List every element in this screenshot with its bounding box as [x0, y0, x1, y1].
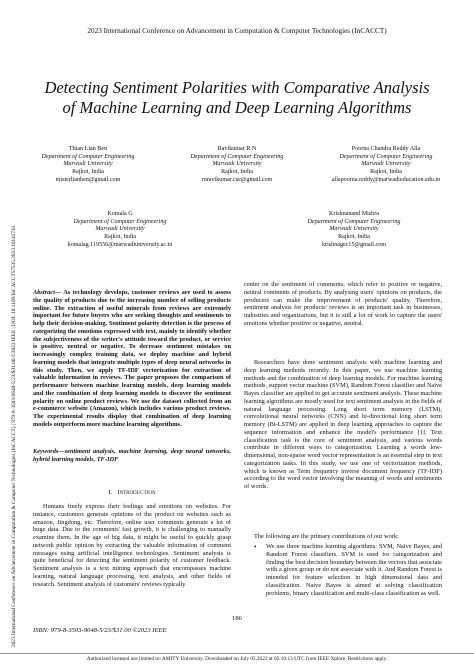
author-city: Rajkot, India [72, 169, 104, 176]
section-heading [33, 489, 231, 496]
author-name: Thian Lian Ben [68, 146, 108, 152]
author-name: Krishnanand Mishra [329, 211, 379, 217]
author-dept: Department of Computer Engineering [307, 218, 401, 225]
author-block [284, 211, 424, 250]
abstract [33, 289, 231, 429]
keywords-text: —sentiment analysis, machine learning, deep neural networks, hybrid learning models, TF-IDF [33, 448, 231, 463]
author-name: Komala G [107, 211, 133, 217]
author-name: Ravikumar R N [217, 146, 257, 152]
author-city: Rajkot, India [104, 234, 136, 241]
author-city: Rajkot, India [370, 169, 402, 176]
bullet-marker: • [254, 543, 257, 551]
abstract-label: Abstract [33, 289, 55, 296]
section-title: Introduction [117, 489, 156, 496]
author-univ: Marwadi University [361, 161, 411, 168]
keywords-label: Keywords [33, 448, 59, 455]
conference-header: 2023 International Conference on Advancement in Computation & Computer Technologies (InCACCT) [87, 27, 387, 35]
author-dept: Department of Computer Engineering [190, 153, 284, 160]
author-block [316, 146, 456, 185]
author-email: rnravikumar.cse@gmail.com [201, 176, 273, 183]
page-number: 186 [232, 615, 242, 622]
author-dept: Department of Computer Engineering [73, 218, 167, 225]
section-number: I. [108, 489, 113, 496]
footer-divider [0, 653, 474, 654]
author-email: komalag.119556@marwadiuniversity.ac.in [67, 241, 173, 248]
author-email: krishnagec15@gmail.com [322, 241, 386, 248]
abstract-text: — As technology develops, customer reviews are used to assess the quality of products due to the increasing number of selling products online. The extraction of useful minerals from reviews are extremely important for future buyers who are seeking thoughts and sentiments to help their decision-making. Sentiment polarity detection is the process of categorizing the emotions expressed with text, mainly to identify whether the subjectiveness of the writer's attitude toward the product, or service is positive, neutral or negative. To decrease sentiment mistakes on increasingly complex training data, we deploy machine and hybrid learning models that integrate multiple types of deep neural networks in this study. Then, we apply TF-IDF vectorization for extraction of valuable information in reviews. The paper proposes the comparison of performance between machine learning models, deep learning models and the combination of deep learning models to discover the sentiment polarity on online product reviews. We use the dataset collected from an e-commerce website (Amazon), which includes various product reviews. The experimental results display that combination of deep learning models outperform more machine learning algorithms. [33, 289, 231, 428]
right-paragraph-2: Researchers have done sentiment analysis with machine learning and deep learning methods recently. In this paper, we use machine learning methods and the combination of deep learning models. For machine learning methods, support vector machine (SVM), Random Forest classifier and Naive Bayes classifier are applied to get accurate sentiment analysis. These machine learning algorithms are mostly used for text sentiment analysis in the fields of natural language processing. Long short term memory (LSTM), convolutional neural networks (CNN) and bi-directional long short term memory (Bi-LSTM) are applied in deep learning approaches to capture the sequence information and enhance the model's performance [1]. Text classification task is the core of sentiment analysis, and various words contribute in different ways to categorization. Learning a words low-dimensional, non-sparse word vector representation is an essential step in text categorization tasks. In this study, we use one of vectorization methods, which is known as Term frequency inverse document frequency (TF-IDF) according to the word vector involving the meaning of words and sentiments of words. [244, 359, 442, 490]
author-block [167, 146, 307, 185]
paper-title: Detecting Sentiment Polarities with Comparative Analysis of Machine Learning and Deep Learning Algorithms [44, 78, 430, 117]
author-univ: Marwadi University [329, 226, 379, 233]
bullet-text: We use three machine learning algorithms: SVM, Naive Bayes, and Random Forest classifiers. SVM is used for categorization and finding the best decision boundary between the vectors that associate with a given group or do not associate with it. And Random Forest is intended for feature selection in high dimensional data and classification. Naive Bayes is aimed at solving classification problems, binary classification and multi-class classification as well. [266, 543, 442, 597]
author-city: Rajkot, India [221, 169, 253, 176]
author-email: allapoorna.reddy@marwadieducation.edu.in [331, 176, 441, 183]
intro-paragraph: Humans freely express their feelings and emotions on websites. For instance, customers generate opinions of the product on websites such as amazon, Jingdong, etc. Therefore, online user comments generate a lot of huge data. Due to the comments' fast growth, it is challenging to manually examine them. In the age of big data, it might be useful to quickly grasp network public opinion by extracting the valuable information of comment messages using artificial intelligence technologies. Sentiment analysis is quite beneficial for detecting the sentiment polarity of customer feedback. Sentiment analysis is a text mining approach that encompasses machine learning, natural language processing, text analysis, and other fields of research. Sentiment analysis of customers' reviews typically [33, 503, 231, 588]
author-univ: Marwadi University [95, 226, 145, 233]
author-block [18, 146, 158, 185]
author-dept: Department of Computer Engineering [339, 153, 433, 160]
right-paragraph-3: The following are the primary contributions of our work: [254, 533, 399, 540]
author-name: Poorna Chandra Reddy Alla [351, 146, 421, 152]
authors-row-1 [18, 146, 456, 185]
download-notice: Authorized licensed use limited to: AMITY University. Downloaded on July 05,2023 at 05:10:13 UTC from IEEE Xplore. Restrictions apply. [86, 656, 388, 662]
right-paragraph-1: center on the sentiment of comments, which refer to positive or negative, neutral comments of products. By analysing users' opinions on products, the producers can make the improvement of products' quality. Therefore, sentiment analysis for products' reviews is an important task in businesses, industries and organizations, but it is still a lot of work to capture the users' emotions whether positive or negative, neutral. [244, 281, 442, 327]
isbn-line: ISBN: 979-8-3503-9648-5/23/$31.00 ©2023 IEEE [33, 627, 167, 634]
keywords [33, 448, 231, 464]
sidebar-doi-text: 2023 International Conference on Advancement in Computation & Computer Technologies (InCACCT) | 979-8-3503-9648-5/23/$31.00 ©2023 IEEE | DOI: 10.1109/InCACCT57535.2023.10141741 [11, 225, 17, 647]
author-univ: Marwadi University [212, 161, 262, 168]
author-city: Rajkot, India [338, 234, 370, 241]
contribution-bullet [254, 543, 442, 597]
author-email: misterlianben@gmail.com [55, 176, 121, 183]
author-dept: Department of Computer Engineering [41, 153, 135, 160]
authors-row-2 [50, 211, 424, 250]
author-block [50, 211, 190, 250]
author-univ: Marwadi University [63, 161, 113, 168]
